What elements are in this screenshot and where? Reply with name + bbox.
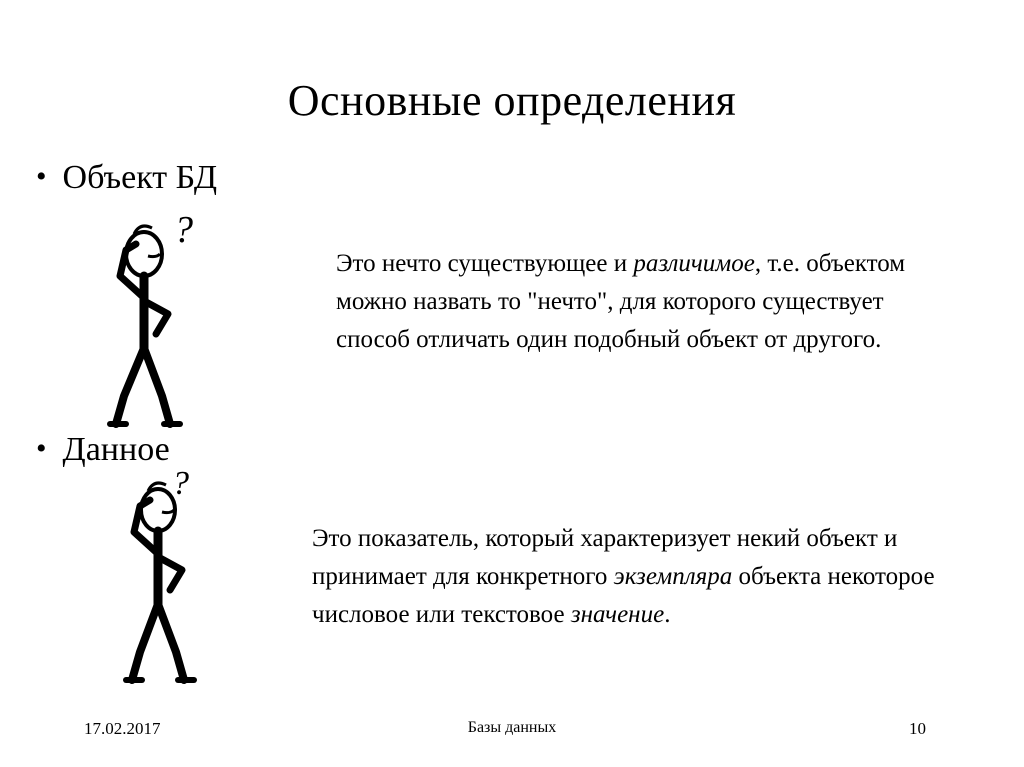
- footer-date: 17.02.2017: [84, 719, 161, 738]
- paragraph-object-emphasis-1: различимое: [633, 250, 755, 277]
- paragraph-object-text-1: Это нечто существующее и: [336, 250, 634, 277]
- paragraph-data-definition: [312, 520, 972, 634]
- bullet-item-data: [36, 432, 170, 468]
- footer-subject: Базы данных: [467, 719, 557, 736]
- svg-text:?: ?: [174, 210, 193, 251]
- bullet-marker: •: [36, 432, 47, 465]
- slide-footer: [0, 719, 1024, 741]
- page-title: Основные определения: [287, 76, 737, 126]
- bullet-label-data: Данное: [62, 431, 170, 468]
- paragraph-object-text-2: , т.е. объектом можно назвать то "нечто", для которого существует способ отличать один подобный объект от другого.: [336, 250, 906, 353]
- paragraph-data-text-1: Это показатель, который характеризует некий объект и принимает для конкретного: [312, 525, 898, 590]
- bullet-label-object: Объект БД: [62, 159, 218, 196]
- paragraph-data-text-2: объекта некоторое числовое или текстовое: [312, 563, 935, 628]
- paragraph-data-text-3: .: [664, 601, 671, 628]
- footer-page-number: 10: [909, 719, 926, 738]
- bullet-marker: •: [36, 160, 47, 193]
- paragraph-object-definition: [336, 245, 956, 359]
- thinking-person-illustration-2: [110, 466, 260, 701]
- paragraph-data-emphasis-1: экземпляра: [613, 563, 733, 590]
- bullet-item-object: [36, 160, 217, 196]
- thinking-person-illustration-1: [96, 210, 246, 445]
- paragraph-data-emphasis-2: значение: [570, 601, 665, 628]
- svg-text:?: ?: [172, 466, 189, 502]
